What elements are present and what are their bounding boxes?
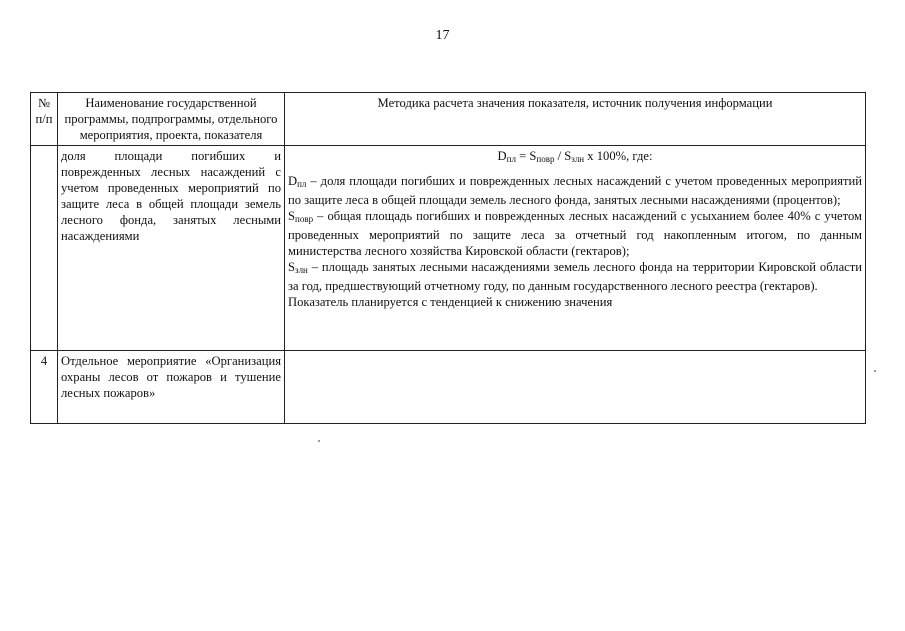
method-cell (285, 351, 866, 424)
definition-spovr: $S_{повр}$ – общая площадь погибших и поврежденных лесных насаждений с усыханием более 40% с учетом проведенных мероприятий по защите леса за отчетный год накопленным итогом, по данным министерства лесного хозяйства Кировской области (гектаров); (288, 209, 862, 258)
header-name: Наименование государственной программы, подпрограммы, отдельного мероприятия, проекта, показателя (58, 93, 285, 146)
header-num: № п/п (31, 93, 58, 146)
formula: $D_{пл} = S_{повр} / S_{злн}$ x 100%, где: (497, 149, 653, 164)
table-row (31, 146, 866, 351)
indicator-name: доля площади погибших и поврежденных лесных насаждений с учетом проведенных мероприятий по защите леса в общей площади земель лесного фонда, занятых лесными насаждениями (58, 146, 285, 351)
indicator-table (30, 92, 866, 424)
table-header-row (31, 93, 866, 146)
table-row (31, 351, 866, 424)
trend-note: Показатель планируется с тенденцией к снижению значения (288, 295, 613, 309)
measure-name: Отдельное мероприятие «Организация охраны лесов от пожаров и тушение лесных пожаров» (58, 351, 285, 424)
row-number (31, 146, 58, 351)
definition-dpl: $D_{пл}$ – доля площади погибших и поврежденных лесных насаждений с учетом проведенных мероприятий по защите леса в общей площади земель лесного фонда, занятых лесными насаждениями (процентов); (288, 174, 862, 207)
header-method: Методика расчета значения показателя, источник получения информации (285, 93, 866, 146)
method-cell (285, 146, 866, 351)
row-number: 4 (31, 351, 58, 424)
scan-speck (874, 370, 876, 372)
definition-szln: $S_{злн}$ – площадь занятых лесными насаждениями земель лесного фонда на территории Кировской области за год, предшествующий отчетному году, по данным государственного лесного реестра (гектаров). (288, 260, 862, 293)
page-number: 17 (435, 28, 450, 43)
scan-speck (318, 440, 320, 442)
